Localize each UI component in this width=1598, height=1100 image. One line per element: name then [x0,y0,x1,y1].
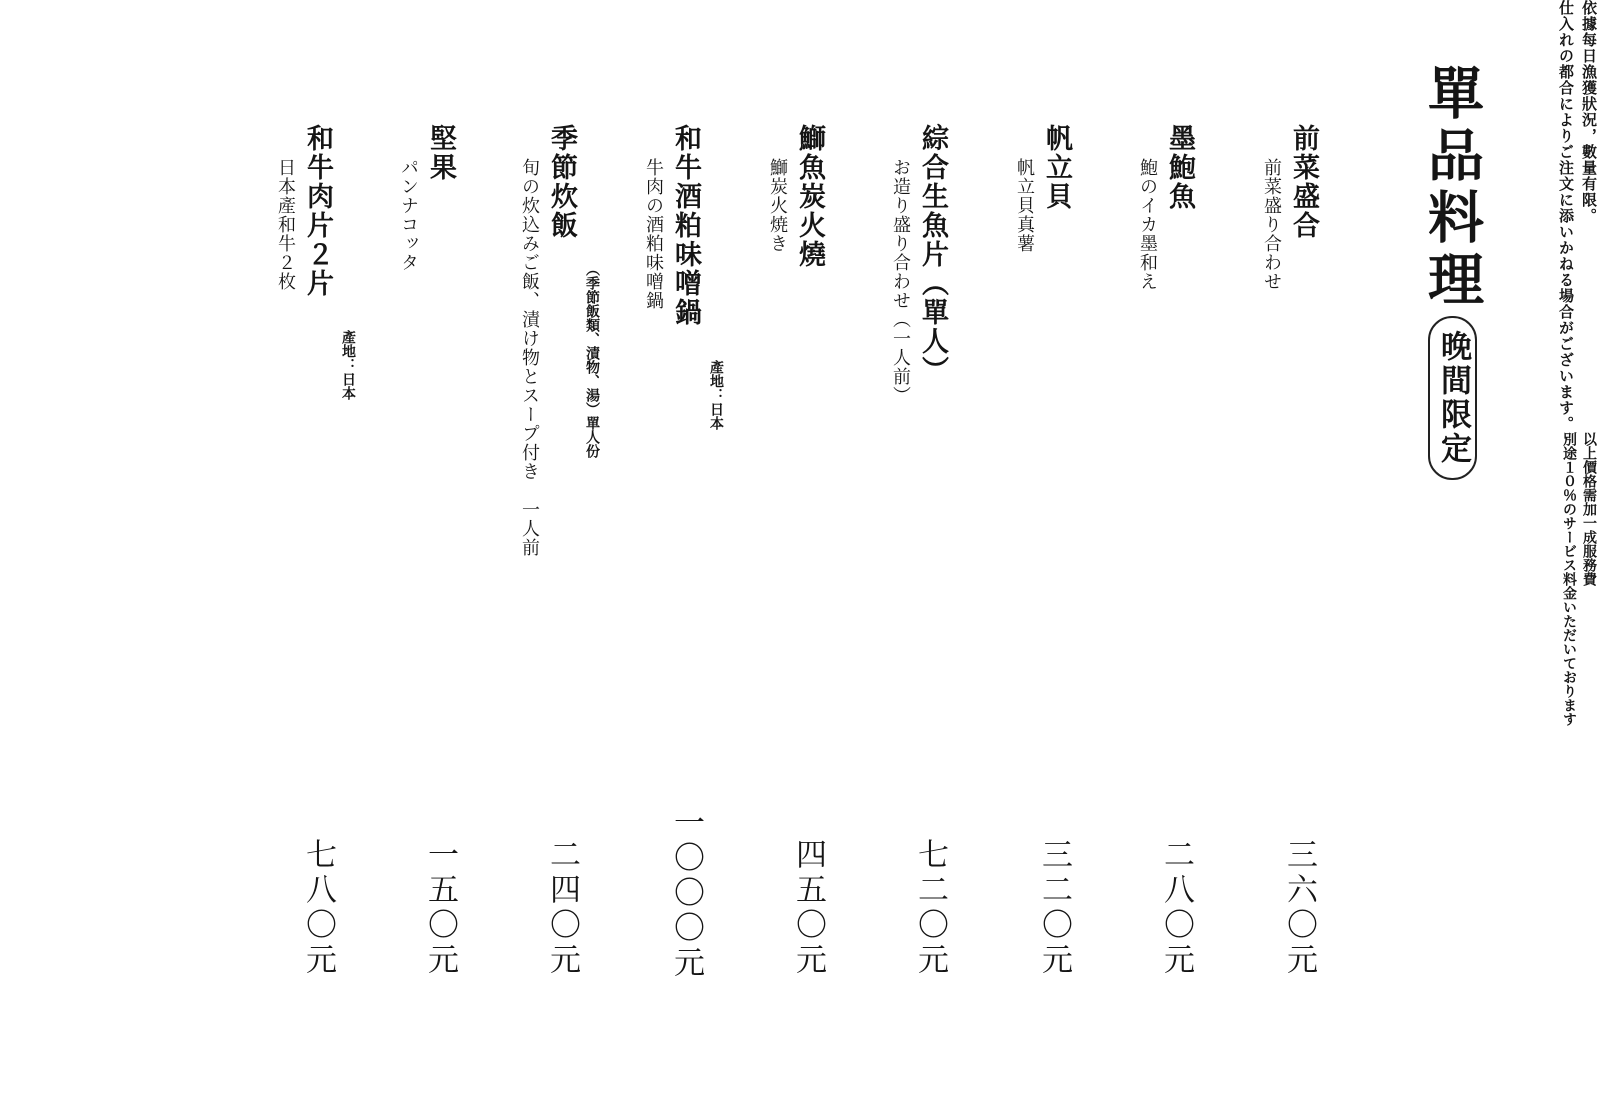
note-japanese: 仕入れの都合によりご注文に添いかねる場合がございます。 [1557,0,1575,432]
item-name: 和牛肉片２片 [302,124,333,298]
item-description: 前菜盛り合わせ [1261,158,1282,291]
item-name-note: （季節飯類、漬物、湯）單人份 [584,262,600,458]
note-chinese: 依據每日漁獲狀況，數量有限。 [1580,0,1598,224]
item-description: パンナコッタ [398,158,419,272]
item-price: 一〇〇〇元 [668,806,704,981]
item-price: 二四〇元 [544,838,580,978]
item-name: 和牛酒粕味噌鍋 [670,124,701,327]
footer-line-japanese: 別途１０％のサービス料金いただいております [1561,432,1577,726]
item-description: お造り盛り合わせ（一人前） [890,158,911,405]
item-name: 季節炊飯 [546,124,577,240]
item-description: 鮑のイカ墨和え [1137,158,1158,291]
item-price: 七八〇元 [300,838,336,978]
item-price: 四五〇元 [790,838,826,978]
footer-line-chinese: 以上價格需加一成服務費 [1581,432,1597,586]
item-name: 帆立貝 [1041,124,1072,211]
item-origin: 產地：日本 [340,330,356,400]
menu-item [644,124,723,430]
menu-item [1015,124,1070,253]
item-price: 七二〇元 [912,838,948,978]
item-description: 日本產和牛２枚 [275,158,296,291]
item-description: 帆立貝真薯 [1014,158,1035,253]
menu-item [1262,124,1317,291]
item-name: 前菜盛合 [1288,124,1319,240]
item-description: 牛肉の酒粕味噌鍋 [643,158,664,310]
item-name: 墨鮑魚 [1164,124,1195,211]
item-name: 綜合生魚片（單人） [917,124,948,385]
item-description: 旬の炊込みご飯、漬け物とスープ付き 一人前 [519,158,540,557]
menu-item [399,124,454,272]
item-description: 鰤炭火焼き [767,158,788,253]
menu-item [768,124,823,269]
menu-title: 單品料理 [1419,64,1485,312]
menu-item [1138,124,1193,291]
menu-item [276,124,355,400]
item-origin: 產地：日本 [708,360,724,430]
item-price: 三六〇元 [1281,838,1317,978]
item-price: 三二〇元 [1036,838,1072,978]
evening-limited-badge: 晚間限定 [1428,316,1477,480]
item-name: 鰤魚炭火燒 [794,124,825,269]
service-charge-note [0,432,1596,726]
item-price: 一五〇元 [422,838,458,978]
item-name: 堅果 [425,124,456,182]
menu-item [520,124,599,557]
menu-item [891,124,946,405]
item-price: 二八〇元 [1158,838,1194,978]
